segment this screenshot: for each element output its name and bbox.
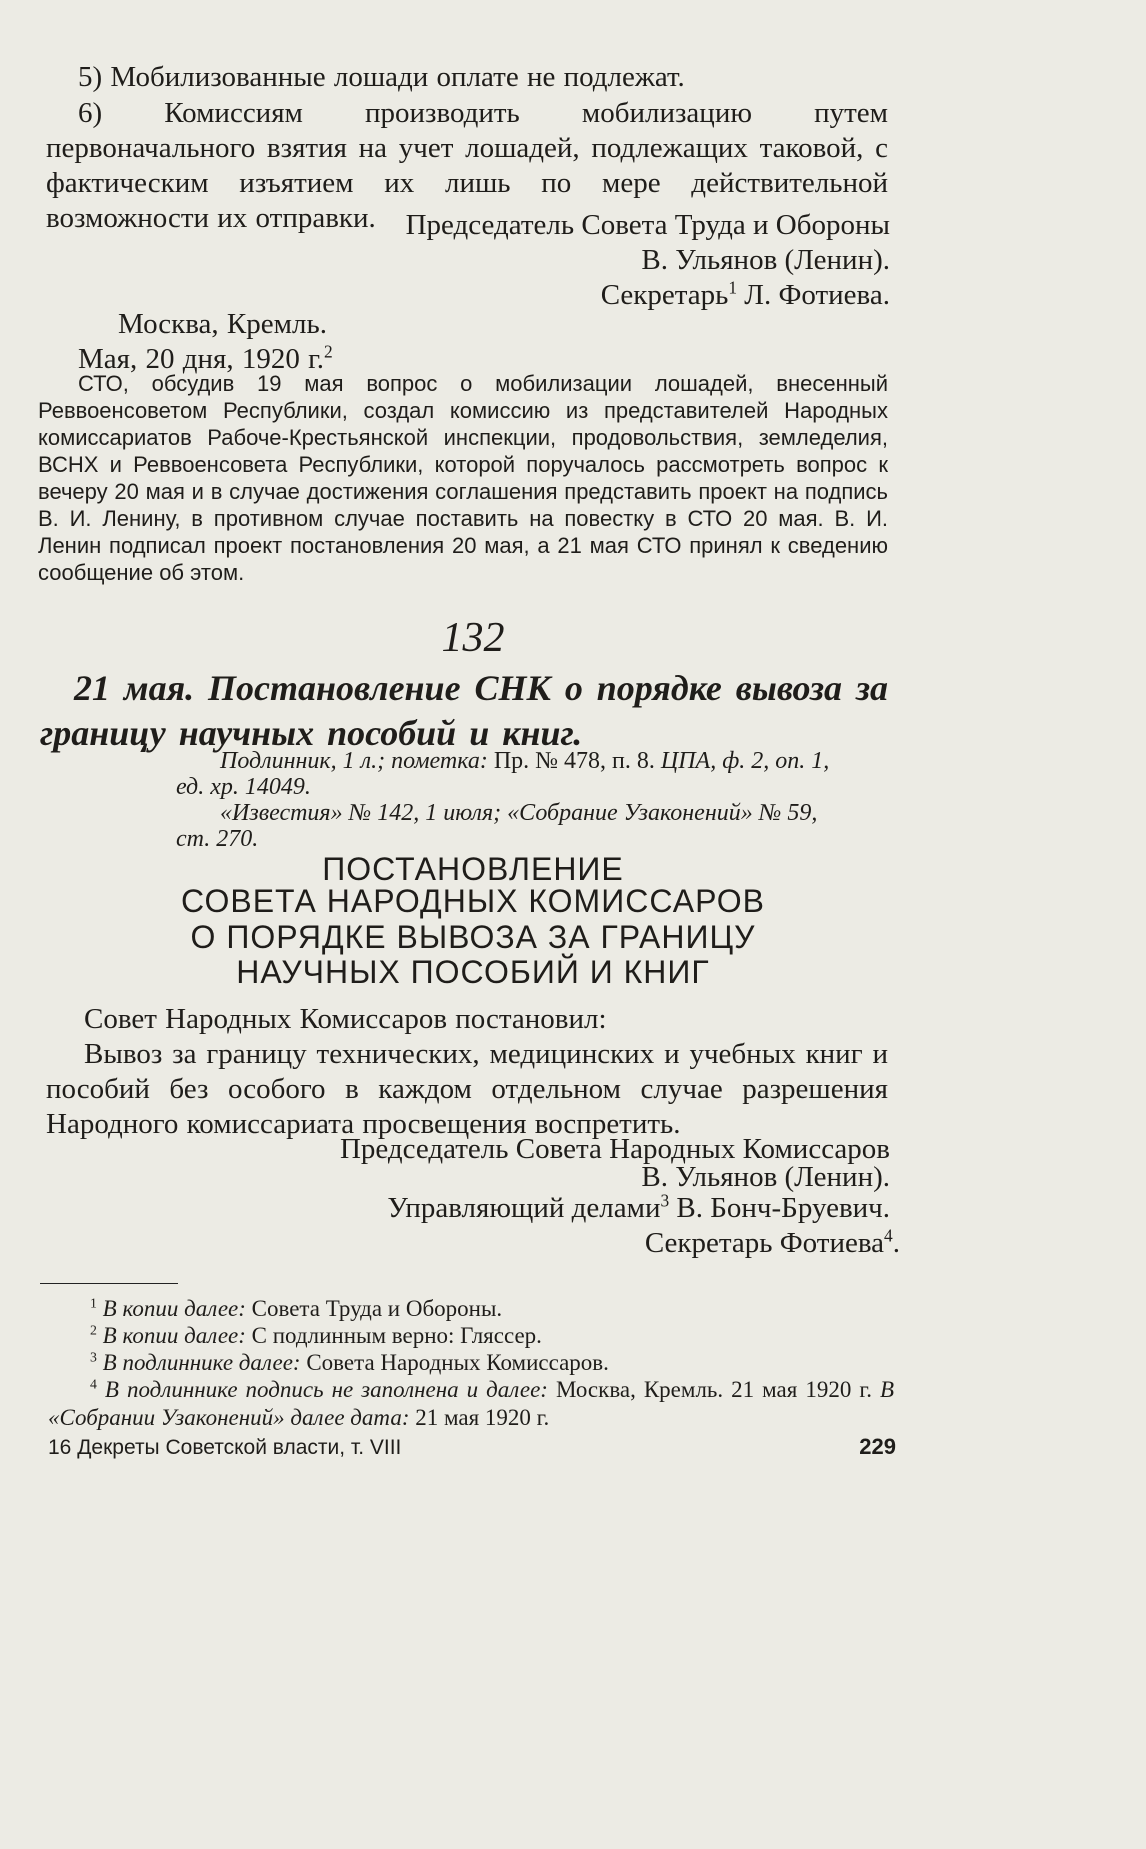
title-line-4: НАУЧНЫХ ПОСОБИЙ И КНИГ [236, 954, 710, 990]
date: Мая, 20 дня, 1920 г. [78, 343, 324, 375]
footnote-text: Совета Труда и Обороны. [251, 1296, 503, 1321]
footnote-4 [48, 1376, 894, 1432]
footnote-text: Совета Народных Комиссаров. [306, 1350, 609, 1375]
footnote-text: Москва, Кремль. 21 мая 1920 г. [555, 1377, 872, 1402]
footnote-ref-4: 4 [884, 1225, 893, 1246]
footnote-number: 3 [90, 1349, 97, 1365]
document-heading: 21 мая. Постановление СНК о порядке вывоза за границу научных пособий и книг. [40, 668, 888, 753]
secretary-label: Секретарь [600, 279, 729, 311]
page-number: 229 [859, 1434, 896, 1459]
footnote-text: С подлинным верно: Гляссер. [251, 1323, 542, 1348]
source-1-archive: ЦПА, ф. 2, оп. 1, [660, 748, 830, 774]
footnote-3 [90, 1349, 890, 1377]
decree-body: Вывоз за границу технических, медицинских и учебных книг и пособий без особого в каждом отдельном случае разрешения Народного комиссариата просвещения воспретить. [46, 1038, 888, 1140]
footnote-italic-2: В «Собрании Узаконений» далее дата: [48, 1377, 895, 1430]
item-5: 5) Мобилизованные лошади оплате не подлежат. [78, 61, 685, 93]
item-6: 6) Комиссиям производить мобилизацию путем первоначального взятия на учет лошадей, подлежащих таковой, с фактическим изъятием их лишь по мере действительной возможности их отправки. [46, 97, 888, 234]
footnote-divider [40, 1283, 178, 1284]
footnote-number: 4 [90, 1376, 97, 1392]
chair-name-2: В. Ульянов (Ленин). [641, 1161, 890, 1193]
footnote-text-2: 21 мая 1920 г. [415, 1405, 550, 1430]
secretary-line-2: Секретарь Фотиева$^4$. [644, 1225, 900, 1259]
source-2-cont-text: ст. 270. [176, 826, 259, 852]
footnote-ref-2: 2 [323, 341, 333, 362]
chair-title-2: Председатель Совета Народных Комиссаров [339, 1133, 890, 1165]
source-2-text: «Известия» № 142, 1 июля; «Собрание Узаконений» № 59, [220, 800, 818, 826]
printer-signature: 16 Декреты Советской власти, т. VIII [48, 1436, 402, 1459]
footnote-italic: В подлиннике далее: [102, 1350, 301, 1375]
footnote-2 [90, 1322, 890, 1350]
chair-title-1: Председатель Совета Труда и Обороны [405, 209, 890, 241]
footnote-number: 1 [90, 1295, 97, 1311]
chair-name-1: В. Ульянов (Ленин). [641, 244, 890, 276]
secretary-name: Л. Фотиева. [744, 279, 890, 311]
place: Москва, Кремль. [118, 308, 327, 340]
footnote-1 [90, 1295, 890, 1323]
editorial-note: СТО, обсудив 19 мая вопрос о мобилизации лошадей, внесенный Реввоенсоветом Республики, создал комиссию из представителей Народных комиссариатов Рабоче-Крестьянской инспекции, продовольствия, земледелия, ВСНХ и Реввоенсовета Республики, которой поручалось рассмотреть вопрос к вечеру 20 мая и в случае достижения соглашения представить проект на подпись В. И. Ленину, в противном случае поставить на повестку в СТО 20 мая. В. И. Ленин подписал проект постановления 20 мая, а 21 мая СТО принял к сведению сообщение об этом. [38, 371, 888, 585]
secretary-2: Секретарь Фотиева [644, 1227, 885, 1259]
source-1-ref: Пр. № 478, п. 8. [493, 748, 655, 774]
title-line-2: СОВЕТА НАРОДНЫХ КОМИССАРОВ [181, 883, 765, 919]
source-1-cont-text: ед. хр. 14049. [176, 774, 311, 800]
title-line-1: ПОСТАНОВЛЕНИЕ [322, 851, 624, 887]
document-number: 132 [441, 615, 505, 661]
footnote-italic: В подлиннике подпись не заполнена и далее: [104, 1377, 548, 1402]
preamble: Совет Народных Комиссаров постановил: [84, 1003, 607, 1035]
footnote-ref-3: 3 [660, 1190, 670, 1211]
title-line-3: О ПОРЯДКЕ ВЫВОЗА ЗА ГРАНИЦУ [190, 919, 756, 955]
source-1-label: Подлинник, 1 л.; пометка: [220, 748, 488, 774]
manager-name: В. Бонч-Бруевич. [676, 1192, 890, 1224]
manager-label: Управляющий делами [387, 1192, 661, 1224]
footnote-ref-1: 1 [728, 277, 738, 298]
footnote-italic: В копии далее: [102, 1296, 246, 1321]
footnote-number: 2 [90, 1322, 97, 1338]
manager-line [260, 1191, 890, 1226]
footnote-italic: В копии далее: [102, 1323, 246, 1348]
